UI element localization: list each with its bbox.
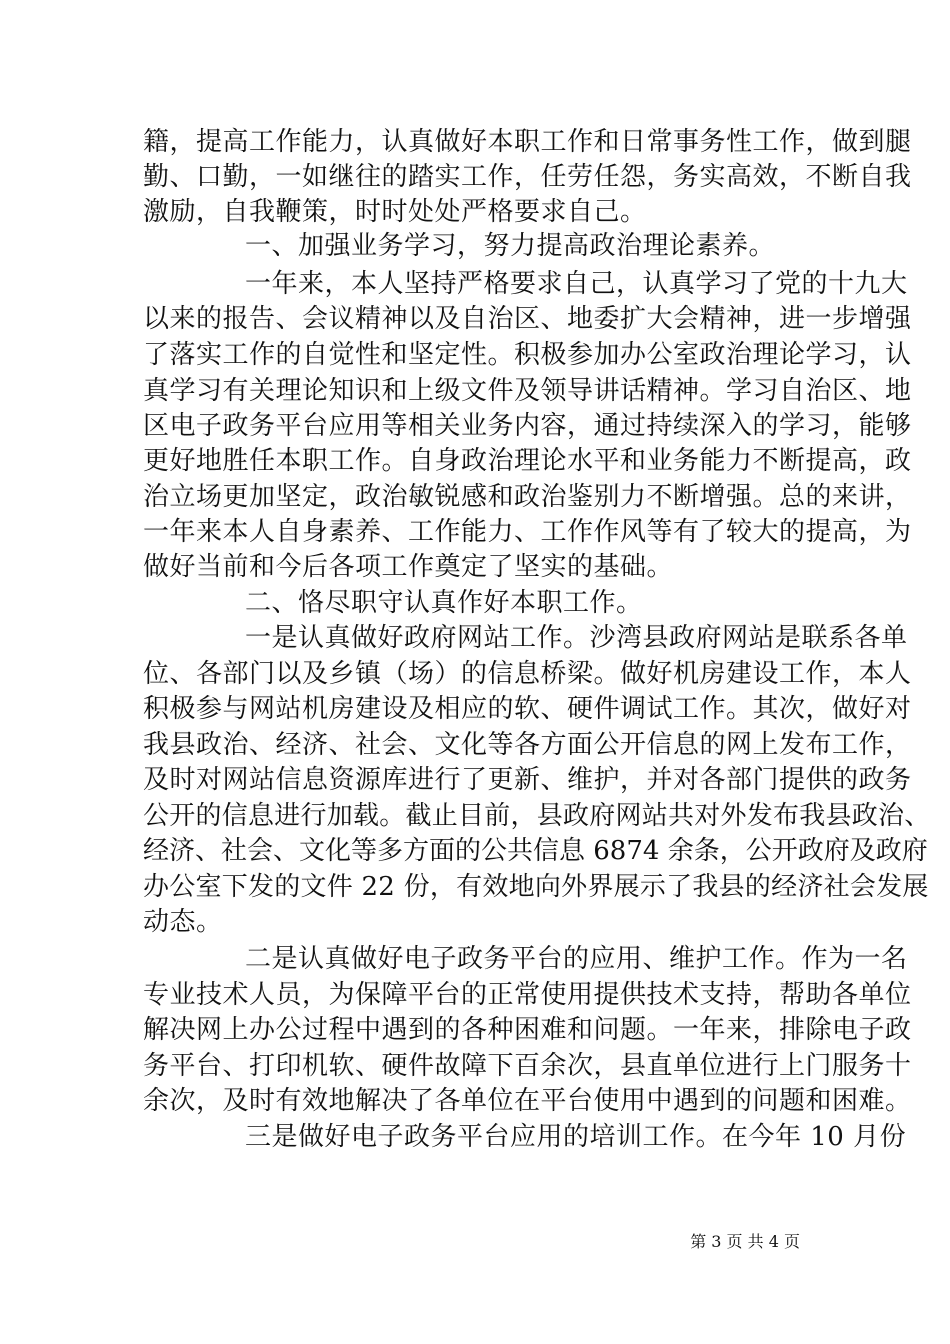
text-line: 及时对网站信息资源库进行了更新、维护，并对各部门提供的政务 (143, 765, 912, 795)
text-line: 动态。 (143, 907, 223, 937)
text-line: 务平台、打印机软、硬件故障下百余次，县直单位进行上门服务十 (143, 1051, 912, 1081)
text-line: 经济、社会、文化等多方面的公共信息 6874 余条，公开政府及政府 (143, 836, 928, 866)
text-line: 治立场更加坚定，政治敏锐感和政治鉴别力不断增强。总的来讲， (143, 482, 912, 512)
text-line: 做好当前和今后各项工作奠定了坚实的基础。 (143, 552, 674, 582)
text-line: 位、各部门以及乡镇（场）的信息桥梁。做好机房建设工作，本人 (143, 659, 912, 689)
text-line: 籍，提高工作能力，认真做好本职工作和日常事务性工作，做到腿 (143, 127, 912, 157)
text-line: 公开的信息进行加载。截止目前，县政府网站共对外发布我县政治、 (143, 801, 931, 831)
text-line: 一年来，本人坚持严格要求自己，认真学习了党的十九大 (245, 269, 908, 299)
text-line: 真学习有关理论知识和上级文件及领导讲话精神。学习自治区、地 (143, 376, 912, 406)
text-line: 二是认真做好电子政务平台的应用、维护工作。作为一名 (245, 944, 908, 974)
text-line: 我县政治、经济、社会、文化等各方面公开信息的网上发布工作， (143, 730, 912, 760)
text-line: 解决网上办公过程中遇到的各种困难和问题。一年来，排除电子政 (143, 1015, 912, 1045)
text-line: 以来的报告、会议精神以及自治区、地委扩大会精神，进一步增强 (143, 304, 912, 334)
text-line: 了落实工作的自觉性和坚定性。积极参加办公室政治理论学习，认 (143, 340, 912, 370)
text-line: 余次，及时有效地解决了各单位在平台使用中遇到的问题和困难。 (143, 1086, 912, 1116)
text-line: 三是做好电子政务平台应用的培训工作。在今年 10 月份 (245, 1122, 907, 1152)
page-number-footer: 第 3 页 共 4 页 (690, 1232, 800, 1251)
text-line: 专业技术人员，为保障平台的正常使用提供技术支持，帮助各单位 (143, 980, 912, 1010)
text-line: 区电子政务平台应用等相关业务内容，通过持续深入的学习，能够 (143, 411, 912, 441)
text-line: 一是认真做好政府网站工作。沙湾县政府网站是联系各单 (245, 623, 908, 653)
text-line: 勤、口勤，一如继往的踏实工作，任劳任怨，务实高效，不断自我 (143, 162, 912, 192)
text-line: 办公室下发的文件 22 份，有效地向外界展示了我县的经济社会发展 (143, 872, 929, 902)
section-heading: 二、恪尽职守认真作好本职工作。 (245, 588, 643, 618)
section-heading: 一、加强业务学习，努力提高政治理论素养。 (245, 231, 776, 261)
text-line: 积极参与网站机房建设及相应的软、硬件调试工作。其次，做好对 (143, 694, 912, 724)
text-line: 更好地胜任本职工作。自身政治理论水平和业务能力不断提高，政 (143, 446, 912, 476)
text-line: 一年来本人自身素养、工作能力、工作作风等有了较大的提高，为 (143, 517, 912, 547)
text-line: 激励，自我鞭策，时时处处严格要求自己。 (143, 197, 647, 227)
